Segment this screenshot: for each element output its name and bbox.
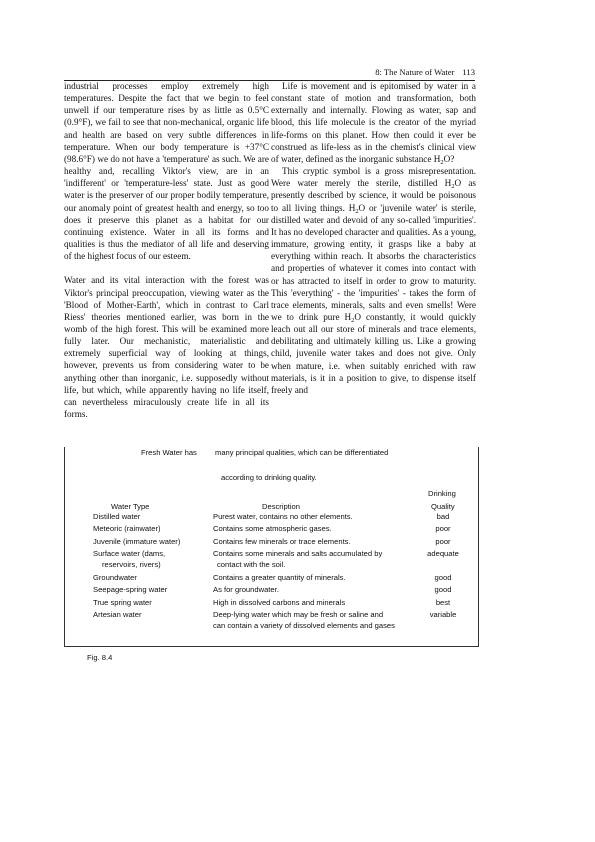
water-type-cell: Artesian water xyxy=(93,610,142,619)
water-type-cell: Distilled water xyxy=(93,512,141,521)
description-header: Description xyxy=(262,502,300,511)
quality-cell: adequate xyxy=(427,549,459,558)
water-type-cell: Juvenile (immature water) xyxy=(93,537,181,546)
quality-cell: bad xyxy=(436,512,450,521)
description-cell: Contains some minerals and salts accumulated by contact with the soil. xyxy=(213,549,383,569)
description-cell: Purest water, contains no other elements. xyxy=(213,512,353,521)
description-cell: Contains some atmospheric gases. xyxy=(213,524,332,533)
description-cell: High in dissolved carbons and minerals xyxy=(213,598,346,607)
left-column xyxy=(64,80,269,420)
quality-cell: good xyxy=(434,573,452,582)
water-type-cell: Meteoric (rainwater) xyxy=(93,524,161,533)
type-header: Water Type xyxy=(111,502,150,511)
description-cell: Contains a greater quantity of minerals. xyxy=(213,573,346,582)
left-paragraph-2: Water and its vital interaction with the forest was Viktor's principal preoccupation, viewing water as the 'Blood of Mother-Earth', which in contrast to Carl Riess' theories mentioned earlier, was born in the womb of the high forest. This will be examined more fully later. Our mechanistic, materialistic and extremely superficial way of looking at things, however, prevents us from considering water to be anything other than inorganic, i.e. supposedly without life, but which, while apparently having no life itself, can nevertheless miraculously create life in all its forms. xyxy=(64,275,269,420)
water-type-cell: Groundwater xyxy=(93,573,137,582)
figure-intro-c: according to drinking quality. xyxy=(221,473,317,482)
quality-header-2: Quality xyxy=(431,502,455,511)
page-number: 113 xyxy=(462,67,475,77)
description-cell: As for groundwater. xyxy=(213,585,279,594)
subscript-2: 2 xyxy=(440,158,444,166)
water-quality-figure xyxy=(64,447,479,647)
quality-cell: best xyxy=(435,598,451,607)
water-type-cell: True spring water xyxy=(93,598,152,607)
left-paragraph-1: industrial processes employ extremely high temperatures. Despite the fact that we begin to feel unwell if our temperature rises by as little as 0.5°C (0.9°F), we fail to see that non-mechanical, organic life and health are based on very subtle differences in temperature. When our body temperature is +37°C (98.6°F) we do not have a 'temperature' as such. We are healthy and, recalling Viktor's view, are in an 'indifferent' or 'temperature-less' state. Just as good water is the preserver of our proper bodily temperature, our anomaly point of greatest health and energy, so too does it preserve this planet as a habitat for our continuing existence. Water in all its forms and qualities is thus the mediator of all life and deserving of the highest focus of our esteem. xyxy=(64,81,269,262)
figure-intro-b: many principal qualities, which can be differentiated xyxy=(215,448,389,457)
right-paragraph-1: Life is movement and is epitomised by water in a constant state of motion and transformation, both externally and internally. Flowing as water, sap and blood, this life molecule is the creator of the myriad life-forms on this planet. How then could it ever be construed as life-less as in the chemist's clinical view of water, defined as the inorganic substance $H_2O$? xyxy=(271,81,476,166)
description-cell: Deep-lying water which may be fresh or saline and can contain a variety of dissolved elements and gases xyxy=(213,610,395,630)
quality-cell: poor xyxy=(435,537,451,546)
right-paragraph-2: This cryptic symbol is a gross misrepresentation. Were water merely the sterile, distilled $H_2O$ as presently described by science, it would be poisonous to all living things. $H_2O$ or 'juvenile water' is sterile, distilled water and devoid of any so-called 'impurities'. It has no developed character and qualities. As a young, immature, growing entity, it grasps like a baby at everything within reach. It absorbs the characteristics and properties of whatever it comes into contact with or has attracted to itself in order to grow to maturity. This 'everything' - the 'impurities' - takes the form of trace elements, minerals, salts and even smells! Were we to drink pure $H_2O$ constantly, it would quickly leach out all our store of minerals and trace elements, debilitating and ultimately killing us. Like a growing child, juvenile water takes and does not give. Only when mature, i.e. when suitably enriched with raw materials, is it in a position to give, to dispense itself freely and xyxy=(271,166,476,395)
water-type-cell: Seepage-spring water xyxy=(93,585,168,594)
chapter-title: 8: The Nature of Water xyxy=(375,67,455,77)
figure-caption: Fig. 8.4 xyxy=(87,653,113,662)
quality-cell: poor xyxy=(435,524,451,533)
right-column xyxy=(271,80,476,396)
water-type-cell: Surface water (dams, reservoirs, rivers) xyxy=(93,549,166,569)
quality-cell: variable xyxy=(429,610,457,619)
running-head xyxy=(64,67,475,81)
quality-cell: good xyxy=(434,585,452,594)
quality-header-1: Drinking xyxy=(428,489,456,498)
description-cell: Contains few minerals or trace elements. xyxy=(213,537,351,546)
figure-intro-a: Fresh Water has xyxy=(141,448,197,457)
